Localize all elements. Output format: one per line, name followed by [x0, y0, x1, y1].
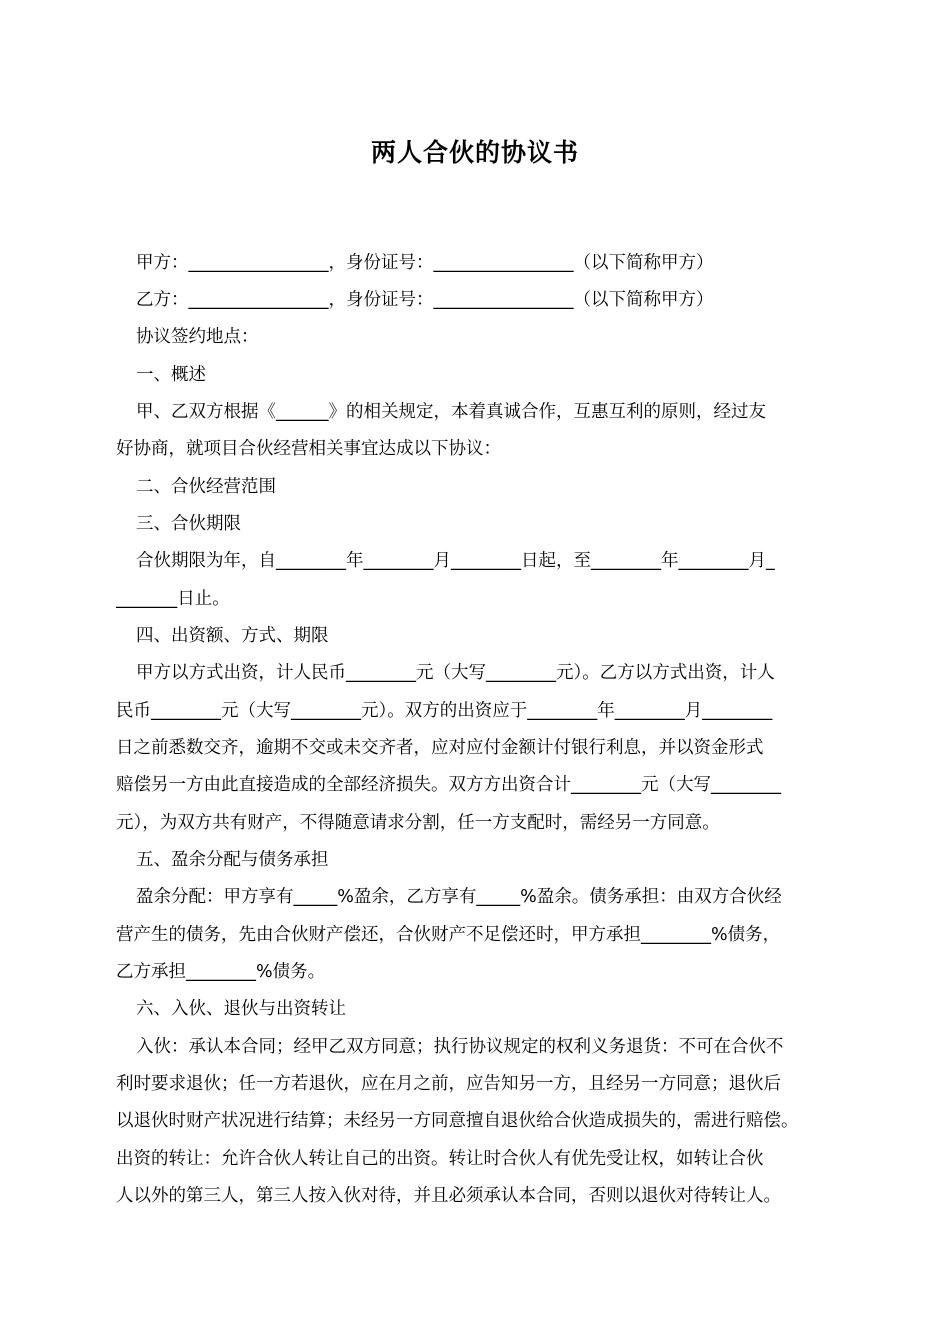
paragraph-line: 盈余分配：甲方享有_____%盈余，乙方享有_____%盈余。债务承担：由双方合伙经: [136, 887, 782, 907]
paragraph-line: _______日止。: [116, 589, 230, 609]
party-b-line: 乙方：________________，身份证号：________________（以下简称甲方）: [136, 290, 714, 310]
paragraph-line: 入伙：承认本合同；经甲乙双方同意；执行协议规定的权利义务退货：不可在合伙不: [136, 1037, 784, 1057]
section-heading-admission: 六、入伙、退伙与出资转让: [136, 999, 346, 1019]
paragraph-line: 以退伙时财产状况进行结算；未经另一方同意擅自退伙给合伙造成损失的，需进行赔偿。: [116, 1111, 799, 1131]
paragraph-line: 利时要求退伙；任一方若退伙，应在月之前，应告知另一方，且经另一方同意；退伙后: [116, 1074, 781, 1094]
paragraph-line: 日之前悉数交齐，逾期不交或未交齐者，应对应付金额计付银行利息，并以资金形式: [116, 738, 764, 758]
section-heading-term: 三、合伙期限: [136, 514, 241, 534]
paragraph-line: 人以外的第三人，第三人按入伙对待，并且必须承认本合同，否则以退伙对待转让人。: [116, 1186, 781, 1206]
section-heading-profit: 五、盈余分配与债务承担: [136, 850, 329, 870]
paragraph-line: 出资的转让：允许合伙人转让自己的出资。转让时合伙人有优先受让权，如转让合伙: [116, 1149, 764, 1169]
paragraph-line: 乙方承担________%债务。: [116, 962, 326, 982]
document-title: 两人合伙的协议书: [370, 138, 579, 167]
paragraph-line: 营产生的债务，先由合伙财产偿还，合伙财产不足偿还时，甲方承担________%债务，: [116, 925, 781, 945]
paragraph-line: 赔偿另一方由此直接造成的全部经济损失。双方方出资合计________元（大写________: [116, 775, 781, 795]
party-a-line: 甲方：________________，身份证号：________________（以下简称甲方）: [136, 253, 714, 273]
paragraph-line: 好协商，就项目合伙经营相关事宜达成以下协议：: [116, 439, 501, 459]
section-heading-capital: 四、出资额、方式、期限: [136, 626, 329, 646]
paragraph-line: 甲、乙双方根据《______》的相关规定，本着真诚合作，互惠互利的原则，经过友: [136, 402, 766, 422]
paragraph-line: 元），为双方共有财产，不得随意请求分割，任一方支配时，需经另一方同意。: [116, 813, 720, 833]
paragraph-line: 合伙期限为年，自________年________月________日起，至________年________月_: [136, 551, 775, 571]
section-heading-scope: 二、合伙经营范围: [136, 477, 276, 497]
paragraph-line: 民币________元（大写________元）。双方的出资应于________年________月________: [116, 701, 773, 721]
section-heading-overview: 一、概述: [136, 365, 206, 385]
paragraph-line: 甲方以方式出资，计人民币________元（大写________元）。乙方以方式出资，计人: [136, 663, 775, 683]
signing-location-line: 协议签约地点：: [136, 327, 259, 347]
